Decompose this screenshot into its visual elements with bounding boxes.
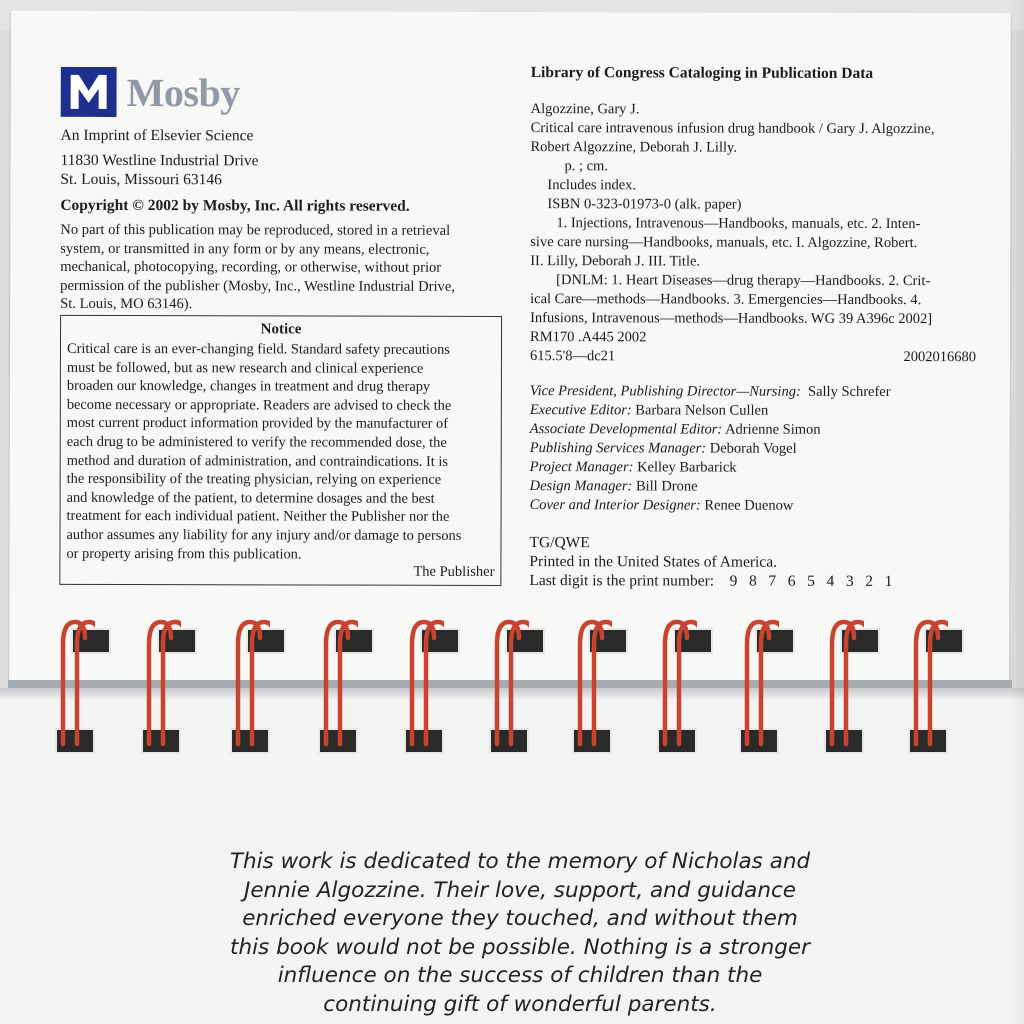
dedication-line: continuing gift of wonderful parents. xyxy=(323,991,717,1017)
credits-block xyxy=(530,382,891,516)
coil-loop xyxy=(149,622,171,744)
coil-loop xyxy=(747,622,769,744)
cip-line: ical Care—methods—Handbooks. 3. Emergencies—Handbooks. 4. xyxy=(530,291,922,309)
coil-loop xyxy=(326,622,348,744)
rights-paragraph xyxy=(60,221,455,315)
coil-loop xyxy=(252,622,270,744)
credit-role: Cover and Interior Designer: xyxy=(529,497,701,514)
credit-role: Design Manager: xyxy=(529,478,633,495)
brand-name: Mosby xyxy=(126,69,240,116)
notice-box xyxy=(59,315,502,586)
rights-line: mechanical, photocopying, recording, or otherwise, without prior xyxy=(60,259,442,277)
credit-role: Publishing Services Manager: xyxy=(529,440,707,457)
cip-block xyxy=(530,100,977,367)
printed-in: Printed in the United States of America. xyxy=(529,553,777,571)
coil-loop xyxy=(916,622,938,744)
coil-loop xyxy=(679,622,697,744)
coil-loop xyxy=(930,622,948,744)
coil-loop xyxy=(665,622,687,744)
coil-loop xyxy=(238,622,260,744)
cip-class-number: 615.5'8—dc21 xyxy=(529,348,616,365)
cip-line: II. Lilly, Deborah J. III. Title. xyxy=(530,253,701,270)
cip-line: 1. Injections, Intravenous—Handbooks, manuals, etc. 2. Inten- xyxy=(556,215,921,233)
cip-heading: Library of Congress Cataloging in Publication Data xyxy=(530,64,874,82)
imprint-line: An Imprint of Elsevier Science xyxy=(60,126,254,145)
address-line-1: 11830 Westline Industrial Drive xyxy=(60,151,259,170)
spiral-binding-icon xyxy=(739,614,779,754)
spiral-binding-icon xyxy=(824,614,864,754)
dedication-line: this book would not be possible. Nothing is a stronger xyxy=(230,934,810,960)
credit-line xyxy=(530,401,891,421)
spiral-binding-icon xyxy=(657,614,697,754)
credit-name: Sally Schrefer xyxy=(808,383,891,400)
cip-lccn: 2002016680 xyxy=(903,349,976,366)
spiral-binding-icon xyxy=(318,614,358,754)
cip-line: [DNLM: 1. Heart Diseases—drug therapy—Handbooks. 2. Crit- xyxy=(556,272,931,290)
credit-line xyxy=(530,420,891,440)
credit-line xyxy=(530,458,891,478)
credit-role: Project Manager: xyxy=(529,459,634,476)
spiral-binding-icon xyxy=(489,614,529,754)
notice-line: treatment for each individual patient. Neither the Publisher nor the xyxy=(66,508,450,526)
credit-name: Adrienne Simon xyxy=(725,421,821,438)
dedication-text xyxy=(0,848,1024,1020)
print-numbers: 9 8 7 6 5 4 3 2 1 xyxy=(729,572,893,591)
coil-loop xyxy=(846,622,864,744)
coil-loop xyxy=(761,622,779,744)
credit-name: Deborah Vogel xyxy=(709,440,797,457)
cip-line: ISBN 0-323-01973-0 (alk. paper) xyxy=(547,196,742,213)
dedication-line: This work is dedicated to the memory of Nicholas and xyxy=(229,849,811,874)
notice-title: Notice xyxy=(260,321,302,338)
cip-line: sive care nursing—Handbooks, manuals, etc. I. Algozzine, Robert. xyxy=(530,234,918,252)
mosby-logo-icon xyxy=(61,67,117,117)
credit-line xyxy=(530,439,891,459)
credit-name: Barbara Nelson Cullen xyxy=(635,402,769,419)
notice-line: method and duration of administration, and contraindications. It is xyxy=(66,452,449,470)
credit-name: Renee Duenow xyxy=(704,497,794,514)
coil-loop xyxy=(412,622,434,744)
cip-line: Includes index. xyxy=(547,177,637,194)
page-shadow xyxy=(1010,0,1024,1024)
cip-line: Infusions, Intravenous—methods—Handbooks. WG 39 A396c 2002] xyxy=(530,310,933,328)
dedication-line: Jennie Algozzine. Their love, support, and guidance xyxy=(243,877,797,903)
coil-loop xyxy=(163,622,181,744)
spiral-binding-icon xyxy=(908,614,948,754)
cip-line: Algozzine, Gary J. xyxy=(530,101,640,118)
cip-line: Critical care intravenous infusion drug handbook / Gary J. Algozzine, xyxy=(530,120,935,138)
copyright-line: Copyright © 2002 by Mosby, Inc. All rights reserved. xyxy=(60,196,410,215)
notice-line: most current product information provided by the manufacturer of xyxy=(66,415,449,433)
coil-loop xyxy=(832,622,854,744)
spiral-binding-icon xyxy=(55,614,95,754)
notice-text xyxy=(66,340,461,564)
printing-code: TG/QWE xyxy=(529,534,590,552)
coil-loop xyxy=(63,622,85,744)
dedication-line: influence on the success of children than the xyxy=(277,963,763,989)
credit-role: Executive Editor: xyxy=(529,402,632,419)
spiral-binding-icon xyxy=(404,614,444,754)
spiral-binding-icon xyxy=(141,614,181,754)
cip-line: p. ; cm. xyxy=(564,158,608,175)
notice-line: or property arising from this publication. xyxy=(66,545,302,562)
coil-loop xyxy=(497,622,519,744)
copyright-page xyxy=(9,11,1011,686)
rights-line: permission of the publisher (Mosby, Inc., Westline Industrial Drive, xyxy=(60,277,456,295)
credit-line xyxy=(530,477,891,497)
notice-line: the responsibility of the treating physician, relying on experience xyxy=(66,470,442,488)
coil-loop xyxy=(77,622,95,744)
rights-line: St. Louis, MO 63146). xyxy=(60,296,193,313)
credit-role: Associate Developmental Editor: xyxy=(529,421,723,438)
spiral-binding-icon xyxy=(230,614,270,754)
coil-loop xyxy=(594,622,612,744)
print-number-label: Last digit is the print number: xyxy=(529,572,715,590)
notice-line: broaden our knowledge, changes in treatment and drug therapy xyxy=(66,378,431,395)
coil-loop xyxy=(580,622,602,744)
rights-line: No part of this publication may be reproduced, stored in a retrieval xyxy=(60,221,451,239)
rights-line: system, or transmitted in any form or by any means, electronic, xyxy=(60,240,430,258)
notice-signature: The Publisher xyxy=(413,563,495,580)
coil-loop xyxy=(511,622,529,744)
address-line-2: St. Louis, Missouri 63146 xyxy=(60,170,222,189)
notice-line: must be followed, but as new research and clinical experience xyxy=(66,359,424,377)
print-number-row xyxy=(529,572,892,591)
spiral-binding-icon xyxy=(572,614,612,754)
credit-name: Kelley Barbarick xyxy=(637,459,737,476)
credit-name: Bill Drone xyxy=(635,478,698,495)
notice-line: author assumes any liability for any injury and/or damage to persons xyxy=(66,526,462,544)
notice-line: each drug to be administered to verify the recommended dose, the xyxy=(66,433,447,451)
credit-role: Vice President, Publishing Director—Nursing: xyxy=(529,383,801,400)
notice-line: and knowledge of the patient, to determine dosages and the best xyxy=(66,489,435,507)
credit-line xyxy=(530,496,891,516)
cip-line: RM170 .A445 2002 xyxy=(530,329,647,346)
cip-class-row xyxy=(530,347,976,367)
notice-line: Critical care is an ever-changing field. Standard safety precautions xyxy=(66,340,450,358)
credit-line xyxy=(530,382,891,402)
cip-line: Robert Algozzine, Deborah J. Lilly. xyxy=(530,139,737,156)
notice-line: become necessary or appropriate. Readers are advised to check the xyxy=(66,396,452,414)
dedication-line: enriched everyone they touched, and without them xyxy=(242,906,798,932)
coil-loop xyxy=(340,622,358,744)
coil-loop xyxy=(426,622,444,744)
